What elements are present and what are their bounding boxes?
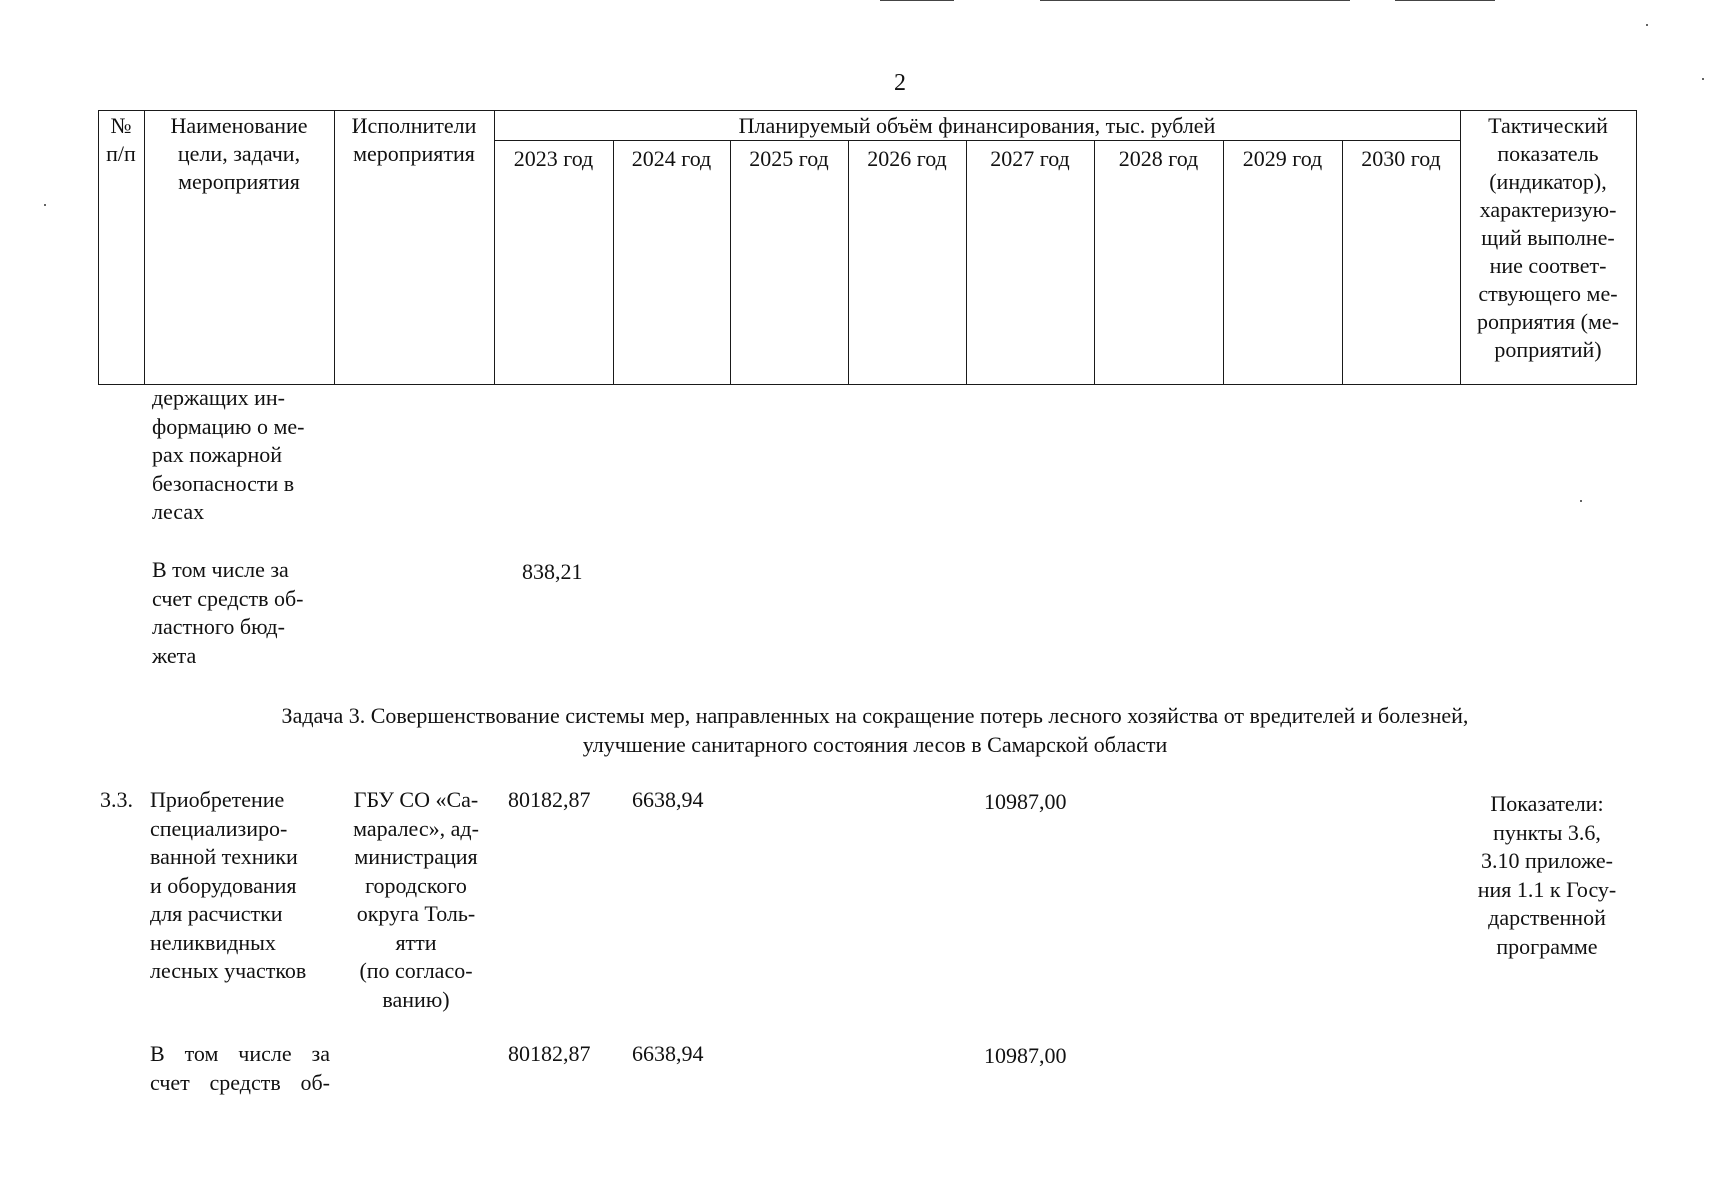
scan-artifact (1395, 0, 1495, 1)
scan-artifact (1646, 24, 1648, 26)
header-col-finance: Планируемый объём финансирования, тыс. рублей (738, 113, 1216, 138)
scan-artifact (44, 204, 46, 206)
header-year-2026: 2026 год (867, 146, 947, 171)
header-col-executors: Исполнители мероприятия (351, 113, 477, 166)
regional-budget-row-1-2023: 838,21 (522, 559, 583, 584)
regional-budget-row-1-name: В том числе за счет средств об- ластного бюд- жета (152, 557, 304, 668)
regional-budget-row-2-2023: 80182,87 (508, 1041, 591, 1066)
scan-artifact (1580, 500, 1582, 502)
regional-budget-row-2-2024: 6638,94 (632, 1041, 704, 1066)
header-year-2029: 2029 год (1242, 146, 1323, 171)
scan-artifact (880, 0, 954, 1)
header-col-name: Наименование цели, задачи, мероприятия (170, 113, 308, 194)
regional-budget-row-2-name: В том числе за счет средств об- (150, 1041, 330, 1095)
continued-row-name: держащих ин- формацию о ме- рах пожарной безопасности в лесах (152, 385, 305, 524)
row-3-3-indicator: Показатели: пункты 3.6, 3.10 приложе- ния 1.1 к Госу- дарственной программе (1477, 791, 1617, 959)
header-year-2025: 2025 год (749, 146, 829, 171)
header-year-2027: 2027 год (990, 146, 1070, 171)
task-3-heading: Задача 3. Совершенствование системы мер, направленных на сокращение потерь лесного хозяйства от вредителей и болезней, улучшение санитарного состояния лесов в Самарской области (281, 703, 1469, 757)
row-3-3-number: 3.3. (100, 787, 133, 812)
header-year-2030: 2030 год (1361, 146, 1441, 171)
row-3-3-executors: ГБУ СО «Са- маралес», ад- министрация городского округа Толь- ятти (по согласо- ванию) (353, 787, 479, 1012)
header-col-indicator: Тактический показатель (индикатор), характеризую- щий выполне- ние соответ- ствующего ме- роприятия (ме- роприятий) (1476, 113, 1619, 362)
scan-artifact (1040, 0, 1350, 1)
row-3-3-2024: 6638,94 (632, 787, 704, 812)
table-header (98, 110, 1624, 386)
row-3-3-2023: 80182,87 (508, 787, 591, 812)
page-number: 2 (894, 70, 906, 96)
regional-budget-row-2-2027: 10987,00 (984, 1043, 1067, 1068)
scan-artifact (1702, 78, 1704, 80)
header-col-number: № п/п (106, 113, 136, 166)
row-3-3-name: Приобретение специализиро- ванной техники и оборудования для расчистки неликвидных лесных участков (150, 787, 307, 983)
row-3-3-2027: 10987,00 (984, 789, 1067, 814)
header-year-2023: 2023 год (513, 146, 594, 171)
header-year-2028: 2028 год (1118, 146, 1199, 171)
header-year-2024: 2024 год (631, 146, 712, 171)
